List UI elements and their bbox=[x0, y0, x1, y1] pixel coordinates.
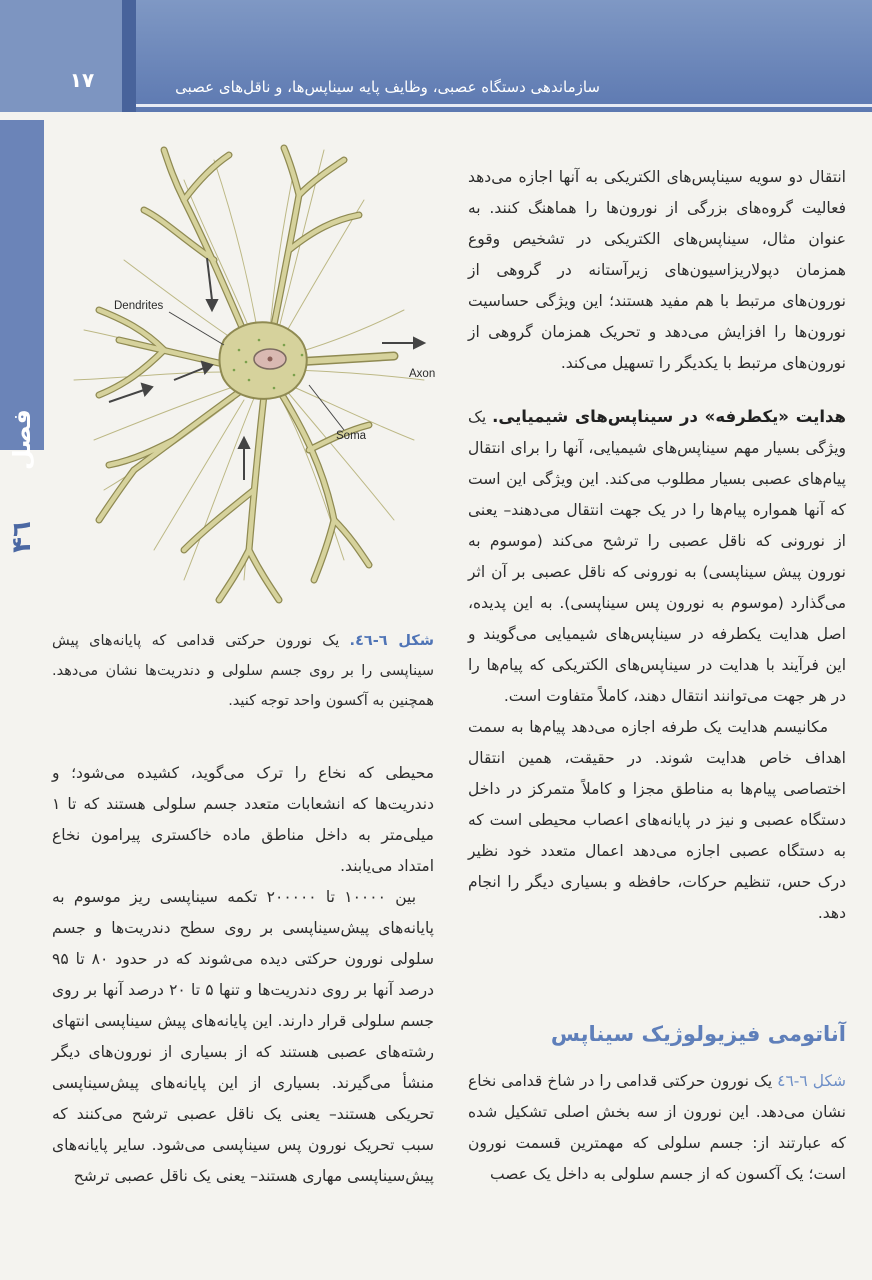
one-way-conduction-text: یک ویژگی بسیار مهم سیناپس‌های شیمیایی، آنها را برای انتقال پیام‌های عصبی بسیار مطلوب می‌کند. این ویژگی این است که آنها همواره پیام‌ها را در یک جهت انتقال می‌دهند– یعنی از نورونی که ناقل عصبی را ترشح می‌کند (موسوم به نورون پیش سیناپسی) به نورونی که ناقل عصبی بر آن اثر می‌گذارد (موسوم به نورون پس سیناپسی). به این پدیده، اصل هدایت یکطرفه در سیناپس‌های شیمیایی می‌گویند و این فرآیند با هدایت در سیناپس‌های الکتریکی که پیام‌ها را در هر جهت می‌توانند انتقال دهند، کاملاً متفاوت است. bbox=[468, 408, 846, 705]
figure-caption bbox=[52, 626, 434, 716]
neuron-figure bbox=[64, 140, 444, 610]
paragraph-one-way-conduction bbox=[468, 401, 846, 712]
section-intro bbox=[468, 1066, 846, 1190]
paragraph-presynaptic-terminals: بین ۱۰۰۰۰ تا ۲۰۰۰۰۰ تکمه سیناپسی ریز موسوم به پایانه‌های پیش‌سیناپسی بر روی سطح دندریت‌ها و جسم سلولی نورون حرکتی دیده می‌شوند که در حدود ۸۰ تا ۹۵ درصد آنها بر روی دندریت‌ها و تنها ۵ تا ۲۰ درصد آنها بر روی جسم سلولی قرار دارند. این پایانه‌های پیش سیناپسی انتهای رشته‌های عصبی هستند که از بسیاری از نورون‌های دیگر منشأ می‌گیرند. بسیاری از این پایانه‌های پیش‌سیناپسی تحریکی هستند– یعنی یک ناقل عصبی ترشح می‌کنند که سبب تحریک نورون پس سیناپسی می‌شود. سایر پایانه‌های پیش‌سیناپسی مهاری هستند– یعنی یک ناقل عصبی ترشح bbox=[52, 888, 435, 1185]
chapter-number: ۴٦ bbox=[0, 515, 51, 559]
chapter-label: فصل bbox=[8, 409, 36, 470]
right-column bbox=[468, 162, 846, 929]
dendrites-label: Dendrites bbox=[114, 300, 164, 312]
chapter-side-tab bbox=[0, 120, 44, 553]
section-intro-text: یک نورون حرکتی قدامی را در شاخ قدامی نخاع نشان می‌دهد. این نورون از سه بخش اصلی تشکیل شده که عبارتند از: جسم سلولی که مهمترین قسمت نورون است؛ یک آکسون که از جسم سلولی به داخل یک عصب bbox=[468, 1072, 846, 1183]
header-divider-strip bbox=[122, 0, 136, 112]
paragraph-one-way-mechanism: مکانیسم هدایت یک طرفه اجازه می‌دهد پیام‌ها به سمت اهداف خاص هدایت شوند. در حقیقت، همین انتقال اختصاصی پیام‌ها به مناطق مجزا و کاملاً متمرکز در داخل دستگاه عصبی و نیز در پایانه‌های اعصاب محیطی است که به دستگاه عصبی اجازه می‌دهد اعمال متعدد خود نظیر درک حس، تنظیم حرکات، حافظه و بسیاری دیگر را انجام دهد. bbox=[468, 718, 846, 922]
page-number: ۱۷ bbox=[69, 68, 95, 92]
paragraph-dendrites: محیطی که نخاع را ترک می‌گوید، کشیده می‌شود؛ و دندریت‌ها که انشعابات متعدد جسم سلولی هستند که تا ۱ میلی‌متر به داخل مناطق ماده خاکستری پیرامون نخاع امتداد می‌یابند. bbox=[52, 764, 434, 875]
section-title: آناتومی فیزیولوژیک سیناپس bbox=[550, 1022, 846, 1046]
running-title: سازماندهی دستگاه عصبی، وظایف پایه سیناپس‌ها، و ناقل‌های عصبی bbox=[175, 78, 600, 96]
header-left-strip bbox=[0, 0, 122, 112]
figure-caption-label: شکل ٦-٤٦. bbox=[349, 633, 434, 649]
header-rule bbox=[136, 104, 872, 107]
soma-label: Soma bbox=[336, 430, 367, 442]
subheading-one-way-conduction: هدایت «یکطرفه» در سیناپس‌های شیمیایی. bbox=[492, 407, 846, 426]
paragraph-electrical-synapses: انتقال دو سویه سیناپس‌های الکتریکی به آنها اجازه می‌دهد فعالیت گروه‌های بزرگی از نورون‌ها را هماهنگ کنند. به عنوان مثال، سیناپس‌های الکتریکی در تشخیص وقوع همزمان دپولاریزاسیون‌های زیرآستانه در گروهی از نورون‌های مرتبط با هم مفید هستند؛ این ویژگی حساسیت نورون‌ها را افزایش می‌دهد و تحریک همزمان گروهی از نورون‌های مرتبط با یکدیگر را تسهیل می‌کند. bbox=[468, 168, 846, 372]
figure-caption-text: یک نورون حرکتی قدامی که پایانه‌های پیش سیناپسی را بر روی جسم سلولی و دندریت‌ها نشان می‌دهد. همچنین به آکسون واحد توجه کنید. bbox=[52, 633, 434, 709]
figure-reference: شکل ٦-٤٦ bbox=[777, 1072, 846, 1090]
axon-label: Axon bbox=[409, 368, 436, 380]
neuron-illustration bbox=[64, 140, 444, 610]
left-column bbox=[52, 758, 434, 1192]
